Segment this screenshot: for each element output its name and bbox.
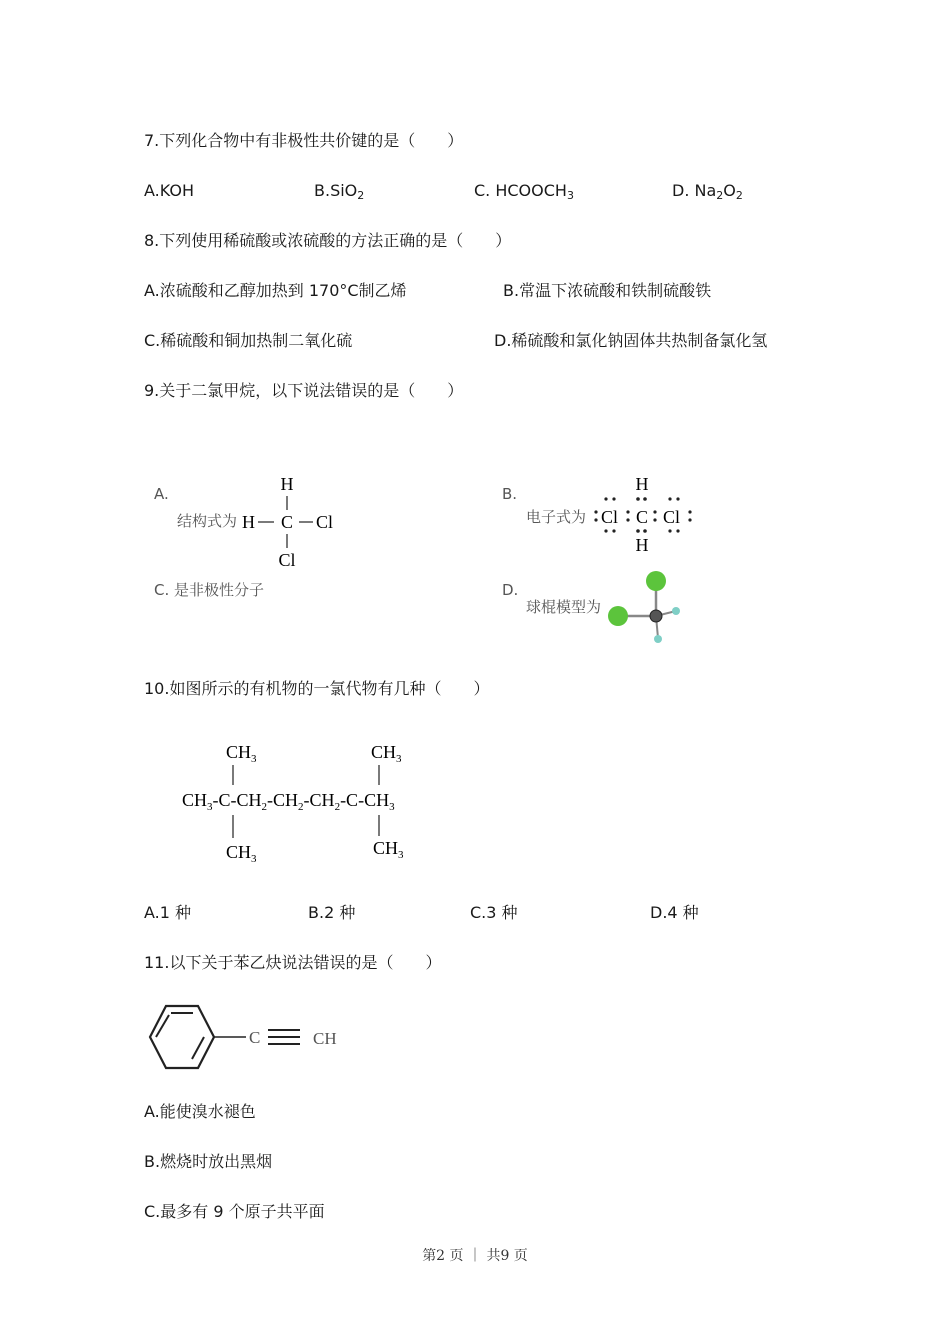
- q9-option-b-letter: B.: [502, 485, 518, 503]
- q10-option-d: D.4 种: [650, 903, 699, 922]
- ch-group: CH: [313, 1029, 337, 1048]
- atom-cl-right: Cl: [316, 512, 334, 532]
- q11-option-c: C.最多有 9 个原子共平面: [144, 1202, 325, 1221]
- atom-h: H: [280, 474, 294, 494]
- hydrogen-atom: [672, 607, 680, 615]
- alkyne-carbon: C: [249, 1028, 261, 1047]
- ch3-bottom-right: $CH_3$: [373, 838, 404, 861]
- q9-option-d-label: 球棍模型为: [526, 598, 602, 616]
- q11-option-a: A.能使溴水褪色: [144, 1102, 256, 1121]
- q8-option-d: D.稀硫酸和氯化钠固体共热制备氯化氢: [494, 331, 768, 350]
- q11-stem: 11.以下关于苯乙炔说法错误的是（ ）: [144, 953, 442, 972]
- atom-cl-left: Cl: [601, 507, 619, 527]
- hydrogen-atom: [654, 635, 662, 643]
- q9-stem: 9.关于二氯甲烷，以下说法错误的是（ ）: [144, 381, 464, 400]
- main-chain: $CH_3-C-CH_2-CH_2-CH_2-C-CH_3$: [182, 790, 395, 813]
- carbon-atom: [650, 610, 662, 622]
- atom-c: C: [280, 512, 294, 532]
- q9-option-a-letter: A.: [154, 485, 169, 503]
- benzene-ring: [150, 1006, 214, 1068]
- q10-option-c: C.3 种: [470, 903, 518, 922]
- q7-stem: 7.下列化合物中有非极性共价键的是（ ）: [144, 131, 464, 150]
- structural-formula: [240, 474, 360, 574]
- chlorine-atom: [646, 571, 666, 591]
- q8-option-c: C.稀硫酸和铜加热制二氧化硫: [144, 331, 353, 350]
- chlorine-atom: [608, 606, 628, 626]
- q9-option-a-label: 结构式为: [177, 512, 238, 530]
- atom-cl-bottom: Cl: [278, 550, 296, 570]
- ch3-top-left: $CH_3$: [226, 742, 257, 765]
- q10-stem: 10.如图所示的有机物的一氯代物有几种（ ）: [144, 679, 490, 698]
- ch3-bottom-left: $CH_3$: [226, 842, 257, 865]
- electron-formula: [594, 474, 704, 554]
- q11-option-b: B.燃烧时放出黑烟: [144, 1152, 273, 1171]
- q9-option-d-letter: D.: [502, 581, 519, 599]
- q7-option-a: A.KOH: [144, 181, 194, 200]
- q10-option-a: A.1 种: [144, 903, 192, 922]
- q7-option-d: D. $Na_2O_2$: [672, 181, 743, 202]
- q9-option-c: C. 是非极性分子: [154, 581, 265, 599]
- q7-option-b: B.SiO$_2$: [314, 181, 365, 202]
- atom-h-left: H: [242, 512, 255, 532]
- q9-option-b-label: 电子式为: [526, 508, 587, 526]
- q7-option-c: C. $HCOOCH_3$: [474, 181, 574, 202]
- phenylacetylene-structure: [148, 1003, 368, 1073]
- q10-structure: [180, 740, 440, 870]
- ball-and-stick-model: [600, 568, 700, 648]
- page-footer: 第2 页 ｜ 共9 页: [422, 1248, 528, 1264]
- atom-c: C: [635, 507, 649, 527]
- ch3-top-right: $CH_3$: [371, 742, 402, 765]
- atom-cl-right: Cl: [663, 507, 681, 527]
- q8-option-b: B.常温下浓硫酸和铁制硫酸铁: [503, 281, 712, 300]
- q8-stem: 8.下列使用稀硫酸或浓硫酸的方法正确的是（ ）: [144, 231, 512, 250]
- q10-option-b: B.2 种: [308, 903, 356, 922]
- atom-h-bottom: H: [635, 535, 649, 555]
- q8-option-a: A.浓硫酸和乙醇加热到 170°C制乙烯: [144, 281, 407, 300]
- atom-h: H: [635, 474, 649, 494]
